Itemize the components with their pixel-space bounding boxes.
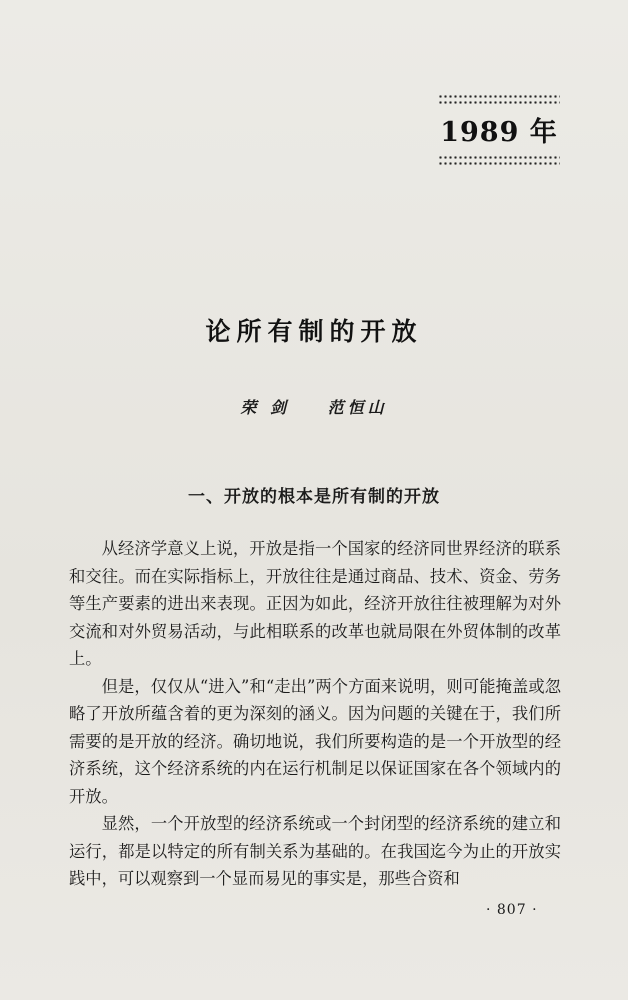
paragraph: 显然，一个开放型的经济系统或一个封闭型的经济系统的建立和运行，都是以特定的所有制关系为基础的。在我国迄今为止的开放实践中，可以观察到一个显而易见的事实是，那些合资和: [69, 814, 561, 888]
dotted-rule-top: [438, 95, 560, 98]
dotted-rule-top-2: [438, 101, 560, 104]
year-label: 1989 年: [440, 117, 558, 148]
body-text: [69, 535, 561, 893]
article-title: 论所有制的开放: [205, 317, 423, 346]
dotted-rule-bottom-2: [438, 162, 560, 165]
author-line: [0, 395, 628, 418]
paragraph: 但是，仅仅从“进入”和“走出”两个方面来说明，则可能掩盖或忽略了开放所蕴含着的更为深刻的涵义。因为问题的关键在于，我们所需要的是开放的经济。确切地说，我们所要构造的是一个开放型的经济系统，这个经济系统的内在运行机制足以保证国家在各个领域内的开放。: [69, 676, 561, 806]
paragraph: 从经济学意义上说，开放是指一个国家的经济同世界经济的联系和交往。而在实际指标上，开放往往是通过商品、技术、资金、劳务等生产要素的进出来表现。正因为如此，经济开放往往被理解为对外交流和对外贸易活动，与此相联系的改革也就局限在外贸体制的改革上。: [69, 539, 561, 668]
author-name: 范恒山: [327, 398, 388, 417]
dotted-rule-bottom: [438, 156, 560, 159]
author-name: 荣 剑: [240, 398, 290, 417]
section-heading: 一、开放的根本是所有制的开放: [188, 487, 440, 507]
year-header: [438, 95, 560, 168]
page-number: · 807 ·: [486, 902, 538, 918]
